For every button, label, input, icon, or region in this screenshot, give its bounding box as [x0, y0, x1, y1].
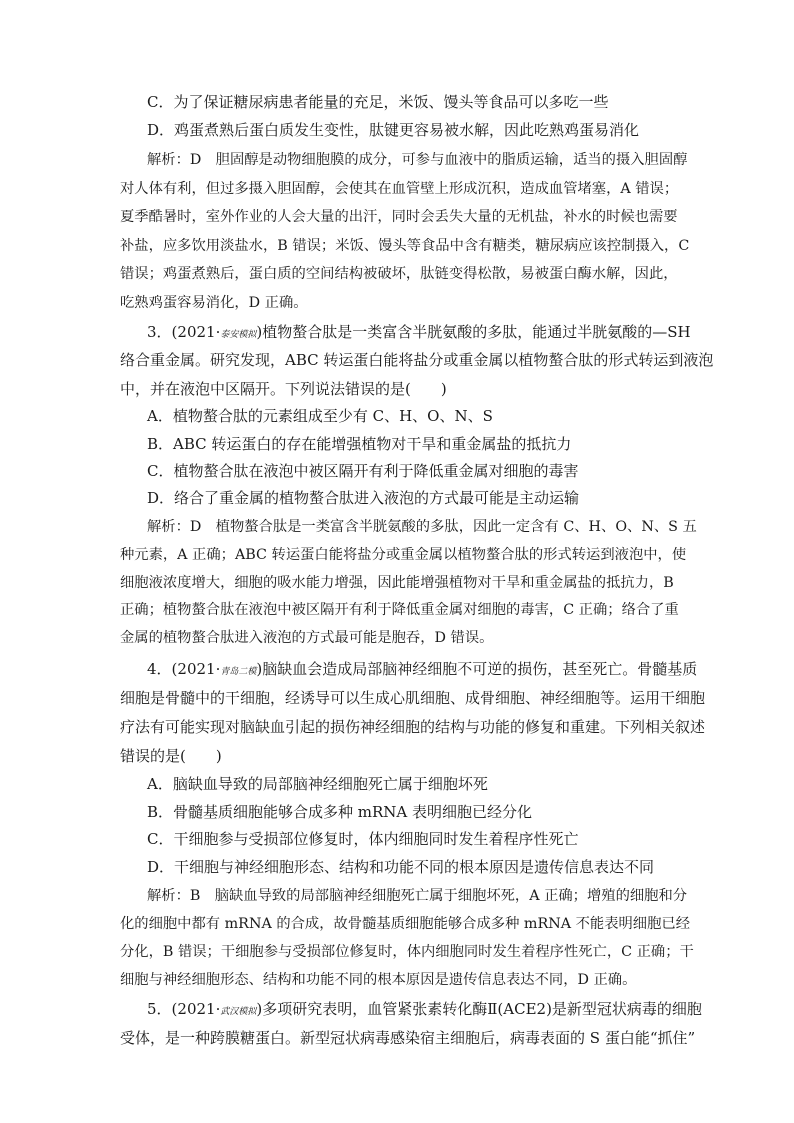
q4-analysis-line: 解析：B 脑缺血导致的局部脑神经细胞死亡属于细胞坏死，A 正确；增殖的细胞和分	[147, 888, 688, 904]
q4-number: 4．(2021·	[147, 660, 221, 678]
q4-option-c: C．干细胞参与受损部位修复时，体内细胞同时发生着程序性死亡	[147, 830, 579, 848]
q5-stem-start: )多项研究表明，血管紧张素转化酶Ⅱ(ACE2)是新型冠状病毒的细胞	[256, 1000, 702, 1018]
q3-option-d: D．络合了重金属的植物螯合肽进入液泡的方式最可能是主动运输	[147, 489, 580, 507]
q4-option-a: A．脑缺血导致的局部脑神经细胞死亡属于细胞坏死	[147, 775, 488, 793]
q3-stem-first-line	[147, 322, 691, 345]
q4-option-d: D．干细胞与神经细胞形态、结构和功能不同的根本原因是遗传信息表达不同	[147, 858, 655, 876]
q2-analysis-line: 解析：D 胆固醇是动物细胞膜的成分，可参与血液中的脂质运输，适当的摄入胆固醇	[147, 152, 688, 168]
q3-analysis-line: 解析：D 植物螯合肽是一类富含半胱氨酸的多肽，因此一定含有 C、H、O、N、S 五	[147, 519, 697, 535]
q3-analysis-line: 正确；植物螯合肽在液泡中被区隔开有利于降低重金属对细胞的毒害，C 正确；络合了重	[120, 602, 679, 618]
q3-stem-line: 中，并在液泡中区隔开。下列说法错误的是( )	[120, 380, 447, 398]
q5-stem-line: 受体，是一种跨膜糖蛋白。新型冠状病毒感染宿主细胞后，病毒表面的 S 蛋白能“抓住”	[120, 1029, 696, 1047]
q2-analysis-line: 吃熟鸡蛋容易消化，D 正确。	[120, 295, 308, 311]
q2-option-c: C．为了保证糖尿病患者能量的充足，米饭、馒头等食品可以多吃一些	[147, 93, 609, 111]
q3-number: 3．(2021·	[147, 323, 221, 341]
q4-stem-start: )脑缺血会造成局部脑神经细胞不可逆的损伤，甚至死亡。骨髓基质	[256, 660, 698, 678]
q4-analysis-line: 分化，B 错误；干细胞参与受损部位修复时，体内细胞同时发生着程序性死亡，C 正确；干	[120, 944, 694, 960]
q4-analysis-line: 化的细胞中都有 mRNA 的合成，故骨髓基质细胞能够合成多种 mRNA 不能表明细胞已经	[120, 916, 690, 932]
q4-source-tag: 青岛二模	[220, 667, 257, 677]
q3-option-a: A．植物螯合肽的元素组成至少有 C、H、O、N、S	[147, 407, 493, 425]
q3-option-c: C．植物螯合肽在液泡中被区隔开有利于降低重金属对细胞的毒害	[147, 462, 579, 480]
q4-stem-line: 错误的是( )	[120, 747, 222, 765]
q2-option-d: D．鸡蛋煮熟后蛋白质发生变性，肽键更容易被水解，因此吃熟鸡蛋易消化	[147, 121, 640, 139]
q4-analysis-line: 细胞与神经细胞形态、结构和功能不同的根本原因是遗传信息表达不同，D 正确。	[120, 972, 637, 988]
q2-analysis-line: 夏季酷暑时，室外作业的人会大量的出汗，同时会丢失大量的无机盐，补水的时候也需要	[120, 209, 678, 225]
q5-stem-first-line	[147, 999, 702, 1022]
q3-stem-line: 络合重金属。研究发现，ABC 转运蛋白能将盐分或重金属以植物螯合肽的形式转运到液泡	[120, 351, 714, 369]
q4-stem-first-line	[147, 659, 697, 682]
q5-number: 5．(2021·	[147, 1000, 221, 1018]
q2-analysis-line: 补盐，应多饮用淡盐水，B 错误；米饭、馒头等食品中含有糖类，糖尿病应该控制摄入，C	[120, 238, 690, 254]
q3-analysis-line: 种元素，A 正确；ABC 转运蛋白能将盐分或重金属以植物螯合肽的形式转运到液泡中，使	[120, 547, 687, 563]
q3-option-b: B．ABC 转运蛋白的存在能增强植物对干旱和重金属盐的抵抗力	[147, 435, 572, 453]
q2-analysis-line: 错误；鸡蛋煮熟后，蛋白质的空间结构被破坏，肽链变得松散，易被蛋白酶水解，因此，	[120, 266, 678, 282]
q3-stem-start: )植物螯合肽是一类富含半胱氨酸的多肽，能通过半胱氨酸的—SH	[256, 323, 691, 341]
q4-option-b: B．骨髓基质细胞能够合成多种 mRNA 表明细胞已经分化	[147, 803, 533, 821]
q3-analysis-line: 细胞液浓度增大，细胞的吸水能力增强，因此能增强植物对干旱和重金属盐的抵抗力，B	[120, 575, 674, 591]
q5-source-tag: 武汉模拟	[220, 1007, 257, 1017]
q4-stem-line: 疗法有可能实现对脑缺血引起的损伤神经细胞的结构与功能的修复和重建。下列相关叙述	[120, 718, 706, 736]
q3-source-tag: 泰安模拟	[220, 330, 257, 340]
q2-analysis-line: 对人体有利，但过多摄入胆固醇，会使其在血管壁上形成沉积，造成血管堵塞，A 错误；	[120, 181, 679, 197]
q4-stem-line: 细胞是骨髓中的干细胞，经诱导可以生成心肌细胞、成骨细胞、神经细胞等。运用干细胞	[120, 689, 706, 707]
q3-analysis-line: 金属的植物螯合肽进入液泡的方式最可能是胞吞，D 错误。	[120, 630, 494, 646]
